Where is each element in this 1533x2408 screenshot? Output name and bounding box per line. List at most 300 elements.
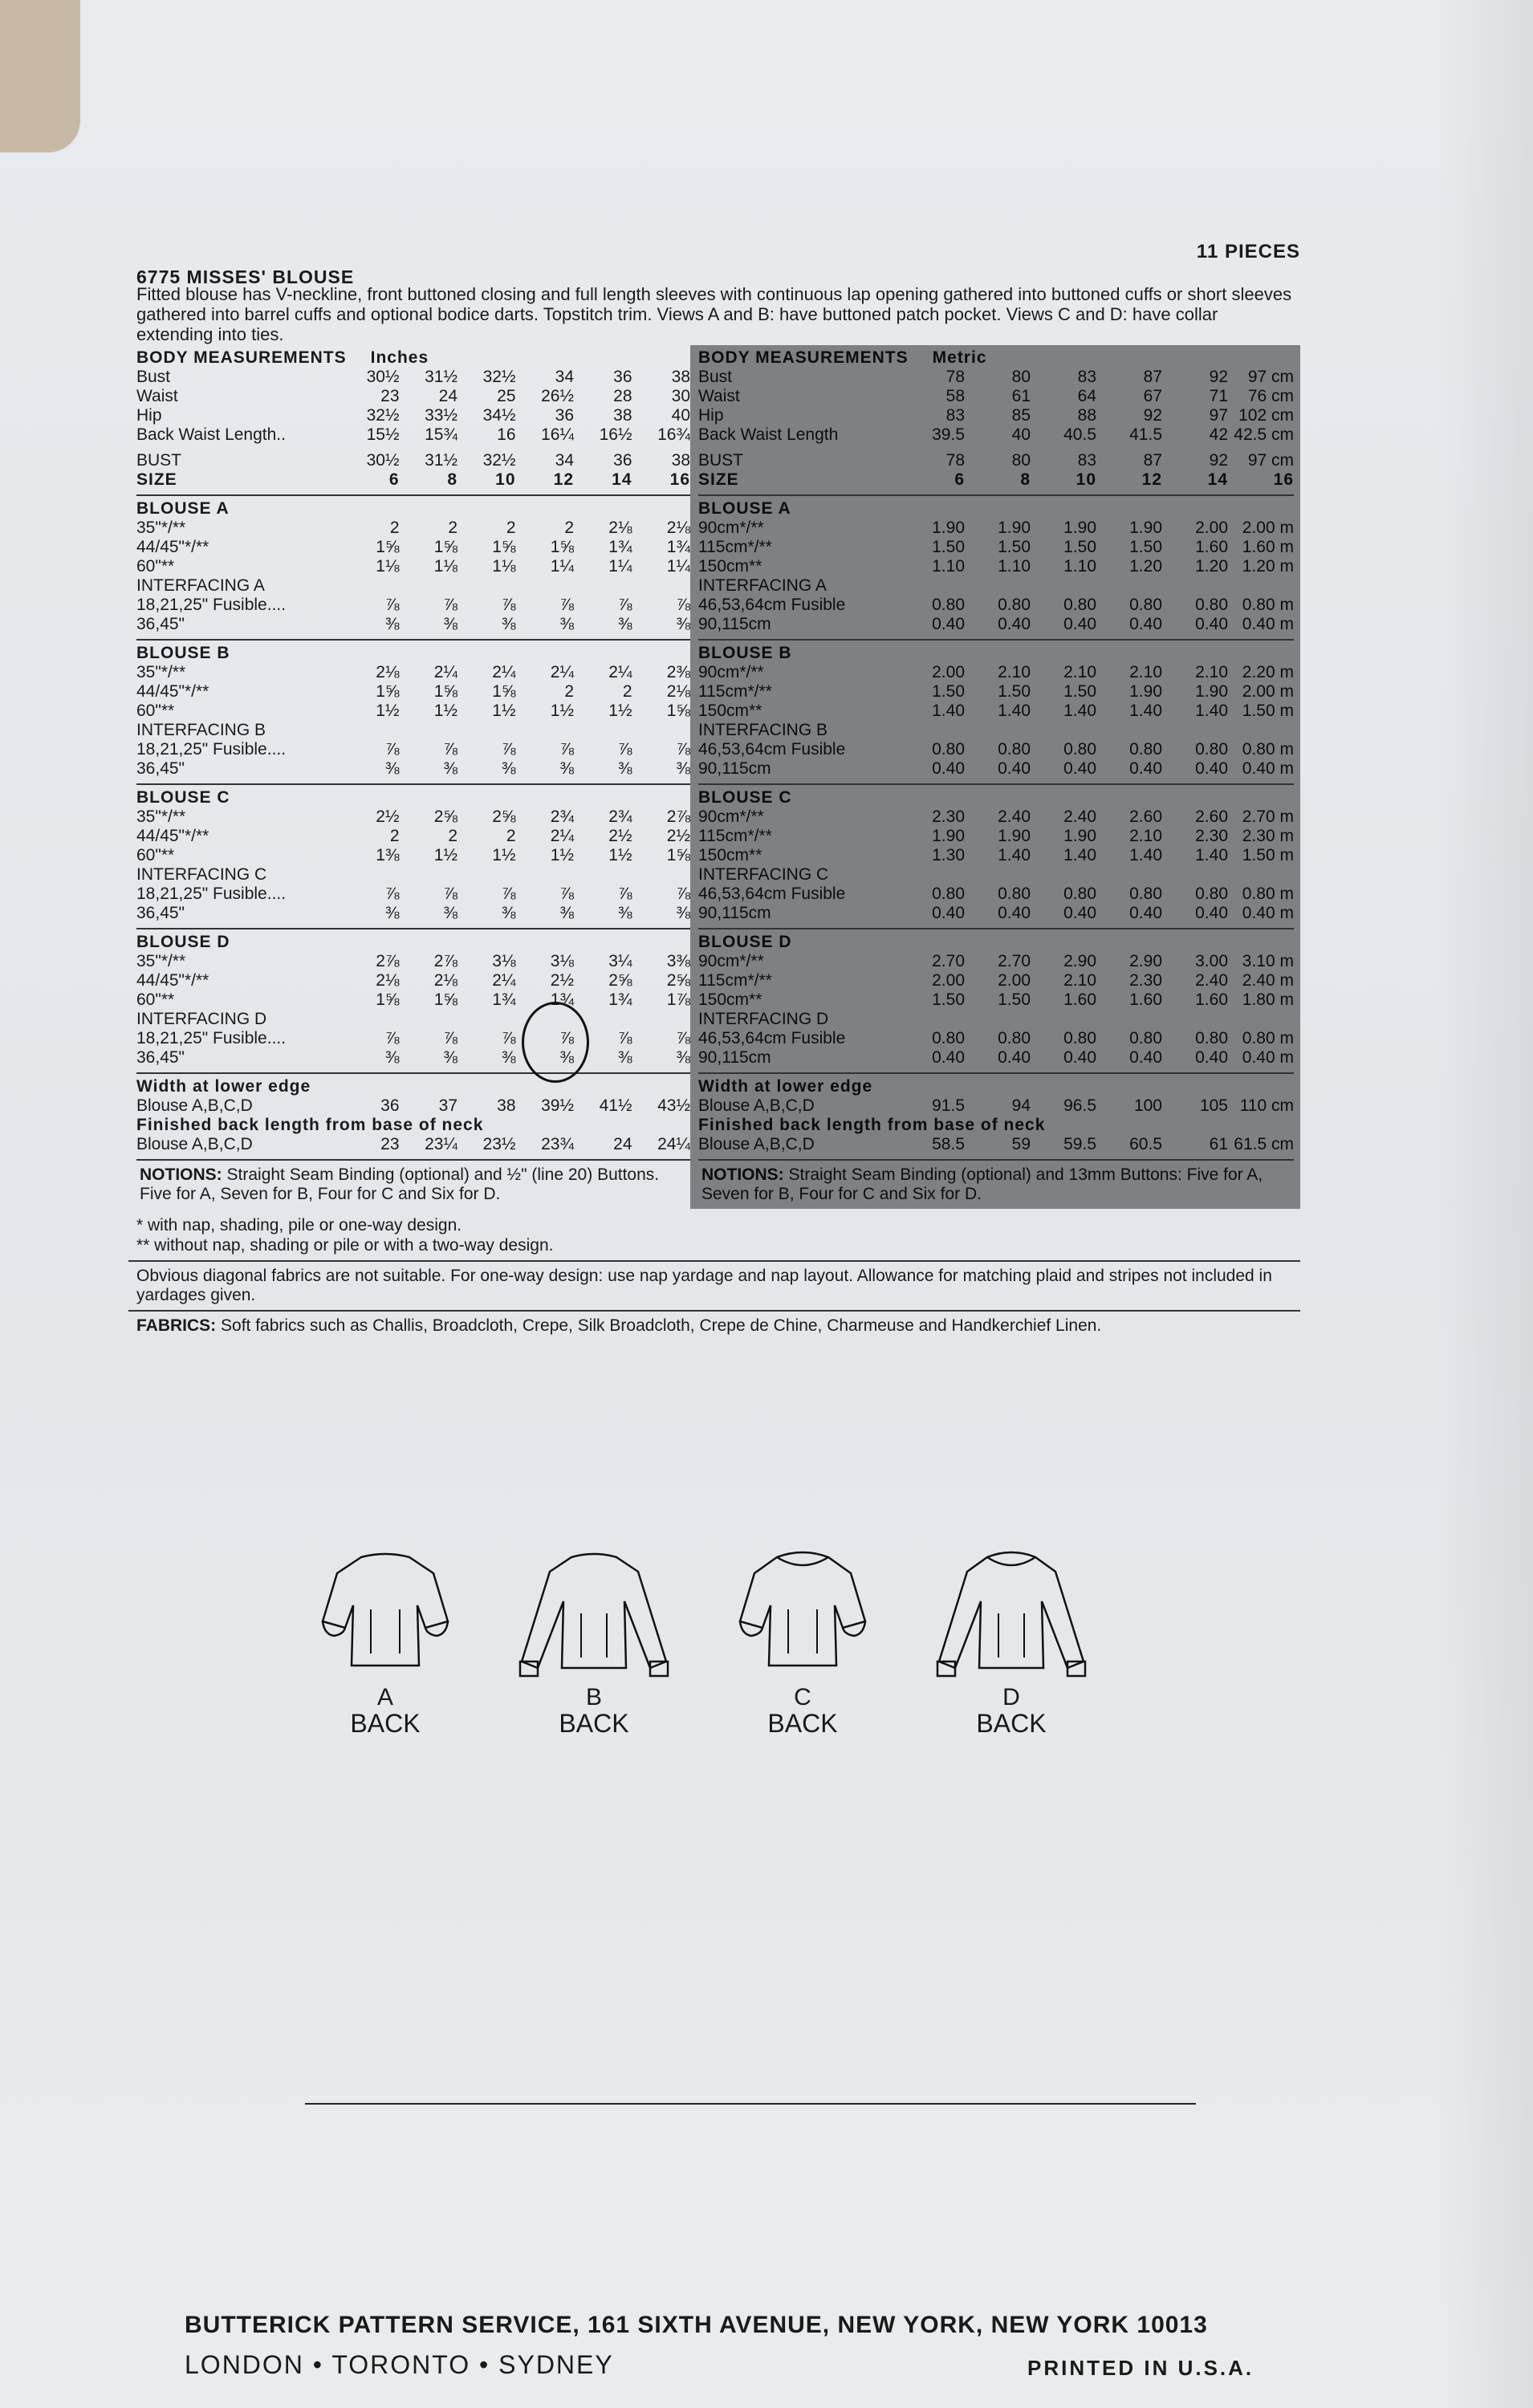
cell: 0.40	[1195, 904, 1228, 922]
blouse-back-collar-short-sleeve-icon	[722, 1533, 883, 1686]
cell: 88	[1077, 406, 1096, 425]
notions-text: Straight Seam Binding (optional) and 13mm Buttons: Five for A, Seven for B, Four for C and Six for D.	[701, 1165, 1263, 1203]
cell: ⅜	[384, 759, 400, 778]
cell: 1⅝	[433, 538, 457, 556]
view-letter: A	[376, 1684, 393, 1710]
cell: 1.90	[998, 827, 1031, 845]
width-row	[698, 1096, 1294, 1116]
cell: 78	[945, 368, 965, 386]
cell: 2.30	[1195, 827, 1228, 845]
cell: 1.50	[998, 682, 1031, 701]
divider	[128, 1310, 1300, 1312]
cell: 1½	[608, 702, 632, 720]
blouse-title: BLOUSE C	[136, 788, 230, 807]
row-values	[341, 1135, 690, 1154]
cell: 2.00	[1195, 519, 1228, 537]
cell: 1.90	[1129, 682, 1162, 701]
cell: 2.70	[932, 952, 965, 970]
cell: 1.60 m	[1242, 538, 1294, 556]
yardage-row	[136, 682, 690, 702]
blouse-title: BLOUSE D	[136, 933, 230, 951]
cell: 2¼	[608, 663, 632, 681]
cell: 1.60	[1195, 990, 1228, 1009]
row-values	[341, 425, 690, 445]
width-title: Width at lower edge	[136, 1077, 311, 1096]
yardage-row	[136, 519, 690, 538]
cell: 0.40	[1129, 615, 1162, 633]
cell: ⅞	[384, 740, 400, 759]
blouse-title: BLOUSE C	[698, 788, 792, 807]
cell: 6	[954, 470, 965, 489]
cell: 61	[1209, 1135, 1228, 1153]
cell: 1⅝	[492, 682, 516, 701]
cell: 71	[1209, 387, 1228, 405]
footer-rule	[305, 2103, 1196, 2105]
cell: ⅜	[559, 904, 574, 922]
back-length-row	[136, 1135, 690, 1154]
cell: 36	[613, 368, 632, 386]
cell: 0.80	[1195, 1029, 1228, 1047]
cell: ⅞	[617, 596, 632, 614]
row-label: 115cm*/**	[698, 682, 772, 701]
yardage-row	[698, 990, 1294, 1010]
cell: 1.50 m	[1242, 846, 1294, 864]
row-label: 90,115cm	[698, 615, 771, 633]
row-values	[899, 702, 1294, 721]
yardage-row	[136, 557, 690, 576]
cell: 2.90	[1063, 952, 1096, 970]
blouse-title: BLOUSE D	[698, 933, 792, 951]
view-c	[722, 1533, 883, 1737]
cell: 2.70	[998, 952, 1031, 970]
cell: 1⅝	[433, 682, 457, 701]
cell: 2.00 m	[1242, 519, 1294, 537]
cell: 1⅝	[550, 538, 574, 556]
cell: 2	[506, 827, 516, 845]
cell: 31½	[425, 451, 457, 470]
interfacing-row	[698, 759, 1294, 779]
metric-column	[690, 345, 1300, 1209]
row-values	[899, 470, 1294, 490]
cell: 1¾	[550, 990, 574, 1009]
cell: 26½	[541, 387, 574, 405]
view-caption: BACK	[976, 1709, 1047, 1738]
cell: ⅜	[617, 904, 632, 922]
row-label: Hip	[136, 406, 162, 425]
row-values	[899, 846, 1294, 865]
cell: 60.5	[1129, 1135, 1162, 1153]
cell: 0.40	[998, 615, 1031, 633]
row-label: SIZE	[698, 470, 739, 489]
blouse-section	[136, 641, 690, 785]
yardage-row	[698, 538, 1294, 557]
cell: 42.5 cm	[1234, 425, 1294, 444]
yardage-row	[136, 846, 690, 865]
cell: ⅞	[443, 1029, 457, 1047]
cell: 61	[1011, 387, 1031, 405]
row-label: Waist	[136, 387, 178, 405]
row-label: 90cm*/**	[698, 952, 764, 970]
cell: 1.10	[998, 557, 1031, 576]
cell: 1¾	[608, 990, 632, 1009]
row-label: 18,21,25" Fusible....	[136, 1029, 287, 1047]
row-values	[341, 663, 690, 682]
cell: 23½	[482, 1135, 516, 1153]
row-label: Waist	[698, 387, 740, 405]
cell: 38	[613, 406, 632, 425]
row-values	[899, 538, 1294, 557]
cell: ⅜	[676, 904, 690, 922]
cell: 78	[945, 451, 965, 470]
cell: 83	[1077, 451, 1096, 470]
cell: 2	[448, 827, 457, 845]
row-label: Blouse A,B,C,D	[698, 1096, 815, 1115]
cell: 92	[1209, 451, 1228, 470]
cell: 2¼	[492, 663, 516, 681]
cell: 1½	[433, 846, 457, 864]
cell: 41.5	[1129, 425, 1162, 444]
cell: ⅞	[676, 740, 690, 759]
cell: 1.40	[932, 702, 965, 720]
cell: 80	[1011, 451, 1031, 470]
cell: 8	[447, 470, 457, 489]
row-label: 150cm**	[698, 557, 762, 576]
row-label: SIZE	[136, 470, 177, 489]
cell: 15½	[366, 425, 400, 444]
view-caption: BACK	[559, 1709, 629, 1738]
notions	[698, 1161, 1294, 1209]
cell: 1½	[492, 846, 516, 864]
cell: 2¼	[433, 663, 457, 681]
cell: 39.5	[932, 425, 965, 444]
measurement-row	[136, 406, 690, 425]
cell: 1⅜	[376, 846, 400, 864]
cell: 3⅛	[550, 952, 574, 970]
row-label: 36,45"	[136, 1048, 185, 1067]
cell: 2.30	[1129, 971, 1162, 990]
cell: ⅞	[559, 885, 574, 903]
cell: 2⅛	[608, 519, 632, 537]
cell: 38	[671, 368, 690, 386]
row-values	[341, 682, 690, 702]
yardage-row	[136, 702, 690, 721]
row-values	[899, 682, 1294, 702]
cell: 0.40	[1063, 904, 1096, 922]
cell: 1⅝	[376, 538, 400, 556]
interfacing-title: INTERFACING B	[698, 721, 828, 739]
row-values	[341, 846, 690, 865]
cell: 61.5 cm	[1234, 1135, 1294, 1153]
cell: ⅞	[384, 596, 400, 614]
cell: 1.40	[1195, 702, 1228, 720]
row-values	[899, 990, 1294, 1010]
cell: 38	[671, 451, 690, 470]
cell: 1⅝	[492, 538, 516, 556]
row-label: 60"**	[136, 557, 175, 576]
cell: 1.50	[932, 538, 965, 556]
cell: 1½	[433, 702, 457, 720]
cell: 1.50 m	[1242, 702, 1294, 720]
cell: ⅞	[443, 596, 457, 614]
cell: 1.30	[932, 846, 965, 864]
cell: 2.10	[1063, 663, 1096, 681]
view-caption: BACK	[350, 1709, 421, 1738]
cell: 23¾	[541, 1135, 574, 1153]
cell: 100	[1133, 1096, 1162, 1115]
cell: 0.40	[1195, 615, 1228, 633]
cell: ⅜	[384, 1048, 400, 1067]
cell: 2¾	[608, 807, 632, 826]
interfacing-row	[136, 759, 690, 779]
cell: 0.80	[932, 596, 965, 614]
row-label: 35"*/**	[136, 952, 186, 970]
cell: ⅜	[501, 904, 516, 922]
yardage-row	[698, 557, 1294, 576]
cell: 2.40 m	[1242, 971, 1294, 990]
cell: 1.60	[1195, 538, 1228, 556]
cell: 0.80	[932, 740, 965, 759]
imperial-column	[128, 345, 690, 1209]
cell: 94	[1011, 1096, 1031, 1115]
footnotes	[128, 1215, 1300, 1255]
cell: 16	[1273, 470, 1294, 489]
cell: 2.60	[1195, 807, 1228, 826]
interfacing-title: INTERFACING D	[136, 1010, 267, 1028]
interfacing-row	[136, 615, 690, 634]
row-values	[341, 406, 690, 425]
blouse-section	[136, 496, 690, 641]
row-label: 90,115cm	[698, 759, 771, 778]
fabrics-label: FABRICS:	[136, 1316, 217, 1335]
cell: 0.80	[998, 596, 1031, 614]
cell: ⅜	[559, 1048, 574, 1067]
publisher-address: BUTTERICK PATTERN SERVICE, 161 SIXTH AVENUE, NEW YORK, NEW YORK 10013	[185, 2312, 1208, 2338]
row-values	[341, 904, 690, 923]
cell: 92	[1143, 406, 1162, 425]
cell: 2	[564, 519, 574, 537]
yardage-row	[698, 682, 1294, 702]
row-label: Back Waist Length	[698, 425, 839, 444]
measurement-row	[136, 425, 690, 445]
cell: 80	[1011, 368, 1031, 386]
row-label: 35"*/**	[136, 519, 186, 537]
row-label: 36,45"	[136, 759, 185, 778]
blouse-back-long-sleeve-icon	[514, 1533, 674, 1686]
row-label: 44/45"*/**	[136, 827, 209, 845]
blouse-title: BLOUSE B	[136, 644, 230, 662]
back-length-title: Finished back length from base of neck	[698, 1116, 1046, 1134]
units-label: Inches	[370, 348, 429, 367]
interfacing-row	[136, 596, 690, 615]
publisher-cities: LONDON • TORONTO • SYDNEY	[185, 2350, 614, 2379]
cell: 0.80	[998, 1029, 1031, 1047]
cell: 2.10	[1195, 663, 1228, 681]
cell: 2½	[666, 827, 690, 845]
cell: 2½	[608, 827, 632, 845]
cell: 3.00	[1195, 952, 1228, 970]
cell: 1⅝	[433, 990, 457, 1009]
row-label: 90,115cm	[698, 904, 771, 922]
cell: 8	[1020, 470, 1031, 489]
row-label: Blouse A,B,C,D	[698, 1135, 815, 1153]
cell: 1⅝	[666, 702, 690, 720]
cell: 59.5	[1063, 1135, 1096, 1153]
row-values	[341, 807, 690, 827]
cell: 0.80	[998, 885, 1031, 903]
measurement-row	[698, 406, 1294, 425]
cell: ⅜	[676, 759, 690, 778]
cell: ⅜	[617, 759, 632, 778]
cell: ⅜	[617, 1048, 632, 1067]
row-values	[341, 971, 690, 990]
cell: 0.80	[1129, 596, 1162, 614]
cell: 1½	[376, 702, 400, 720]
cell: 2⅛	[666, 519, 690, 537]
yardage-row	[136, 663, 690, 682]
row-label: 115cm*/**	[698, 971, 772, 990]
cell: 0.40 m	[1242, 904, 1294, 922]
blouse-section	[698, 785, 1294, 929]
yardage-row	[698, 971, 1294, 990]
cell: 1½	[492, 702, 516, 720]
cell: 2¼	[550, 663, 574, 681]
yardage-row	[698, 663, 1294, 682]
cell: ⅜	[443, 1048, 457, 1067]
cell: 102 cm	[1238, 406, 1294, 425]
yardage-row	[698, 827, 1294, 846]
cell: 2⅛	[666, 682, 690, 701]
cell: 0.40	[998, 759, 1031, 778]
cell: 0.40	[1129, 759, 1162, 778]
cell: 2.30	[932, 807, 965, 826]
row-label: 44/45"*/**	[136, 971, 209, 990]
row-label: 90cm*/**	[698, 663, 764, 681]
fabrics-note	[128, 1316, 1300, 1336]
blouse-section	[698, 496, 1294, 641]
cell: 83	[945, 406, 965, 425]
interfacing-title: INTERFACING A	[136, 576, 265, 595]
cell: 3¼	[608, 952, 632, 970]
cell: 2.90	[1129, 952, 1162, 970]
row-values	[899, 557, 1294, 576]
cell: 34½	[482, 406, 516, 425]
cell: 0.40 m	[1242, 615, 1294, 633]
cell: 2¼	[492, 971, 516, 990]
row-label: 46,53,64cm Fusible	[698, 1029, 846, 1047]
cell: 0.80	[1129, 1029, 1162, 1047]
interfacing-title: INTERFACING A	[698, 576, 827, 595]
cell: 2.40	[1063, 807, 1096, 826]
cell: 30	[671, 387, 690, 405]
row-values	[341, 990, 690, 1010]
cell: 30½	[366, 368, 400, 386]
row-values	[341, 1048, 690, 1068]
row-label: 150cm**	[698, 990, 762, 1009]
cell: 0.40	[998, 904, 1031, 922]
cell: ⅜	[443, 615, 457, 633]
units-label: Metric	[932, 348, 987, 367]
cell: 2⅝	[433, 807, 457, 826]
row-label: Hip	[698, 406, 724, 425]
cell: 0.80	[1063, 1029, 1096, 1047]
cell: 0.80 m	[1242, 1029, 1294, 1047]
row-values	[899, 615, 1294, 634]
interfacing-row	[136, 904, 690, 923]
row-values	[899, 368, 1294, 387]
notions-text: Straight Seam Binding (optional) and ½" (line 20) Buttons. Five for A, Seven for B, Four for C and Six for D.	[140, 1165, 660, 1203]
row-label: 90cm*/**	[698, 519, 764, 537]
cell: ⅜	[384, 904, 400, 922]
cell: 0.40	[1063, 1048, 1096, 1067]
bust-row	[698, 451, 1294, 470]
cell: 42	[1209, 425, 1228, 444]
cell: 1.50	[932, 990, 965, 1009]
cell: 2⅞	[666, 807, 690, 826]
row-values	[341, 885, 690, 904]
cell: 0.80	[932, 885, 965, 903]
cell: 2¼	[550, 827, 574, 845]
cell: ⅞	[559, 1029, 574, 1047]
cell: 0.40	[1063, 759, 1096, 778]
fabrics-text: Soft fabrics such as Challis, Broadcloth, Crepe, Silk Broadcloth, Crepe de Chine, Charmeuse and Handkerchief Linen.	[221, 1316, 1102, 1335]
blouse-back-collar-long-sleeve-icon	[931, 1533, 1092, 1686]
cell: 0.80	[1129, 885, 1162, 903]
cell: 83	[1077, 368, 1096, 386]
cell: 16	[497, 425, 516, 444]
interfacing-row	[698, 1048, 1294, 1068]
finished-measurements-section	[698, 1074, 1294, 1161]
cell: 2¾	[550, 807, 574, 826]
row-label: 90,115cm	[698, 1048, 771, 1067]
cell: 34	[555, 368, 574, 386]
back-length-title: Finished back length from base of neck	[136, 1116, 484, 1134]
cell: 16¼	[541, 425, 574, 444]
cell: 1.20	[1129, 557, 1162, 576]
row-values	[341, 538, 690, 557]
cell: 24¼	[657, 1135, 690, 1153]
cell: 0.40	[1129, 904, 1162, 922]
cell: 2⅞	[433, 952, 457, 970]
yardage-chart	[128, 345, 1300, 1209]
row-values	[341, 557, 690, 576]
cell: 1.40	[1129, 846, 1162, 864]
row-label: 90cm*/**	[698, 807, 764, 826]
row-values	[899, 425, 1294, 445]
cell: 23¼	[425, 1135, 457, 1153]
cell: 40	[1011, 425, 1031, 444]
section-title: BODY MEASUREMENTS	[136, 348, 347, 367]
cell: 1.90	[1063, 519, 1096, 537]
back-views	[305, 1533, 1140, 1774]
cell: 1⅝	[666, 846, 690, 864]
interfacing-title: INTERFACING D	[698, 1010, 829, 1028]
cell: 2.20 m	[1242, 663, 1294, 681]
row-label: 46,53,64cm Fusible	[698, 596, 846, 614]
cell: 0.40	[1063, 615, 1096, 633]
row-values	[899, 971, 1294, 990]
row-label: 36,45"	[136, 615, 185, 633]
view-letter: D	[1002, 1684, 1020, 1710]
row-values	[899, 807, 1294, 827]
measurement-row	[136, 387, 690, 406]
cell: 24	[438, 387, 457, 405]
interfacing-row	[698, 615, 1294, 634]
view-caption: BACK	[767, 1709, 838, 1738]
yardage-row	[136, 807, 690, 827]
row-values	[341, 596, 690, 615]
interfacing-row	[136, 1048, 690, 1068]
body-measurements-section	[136, 345, 690, 496]
